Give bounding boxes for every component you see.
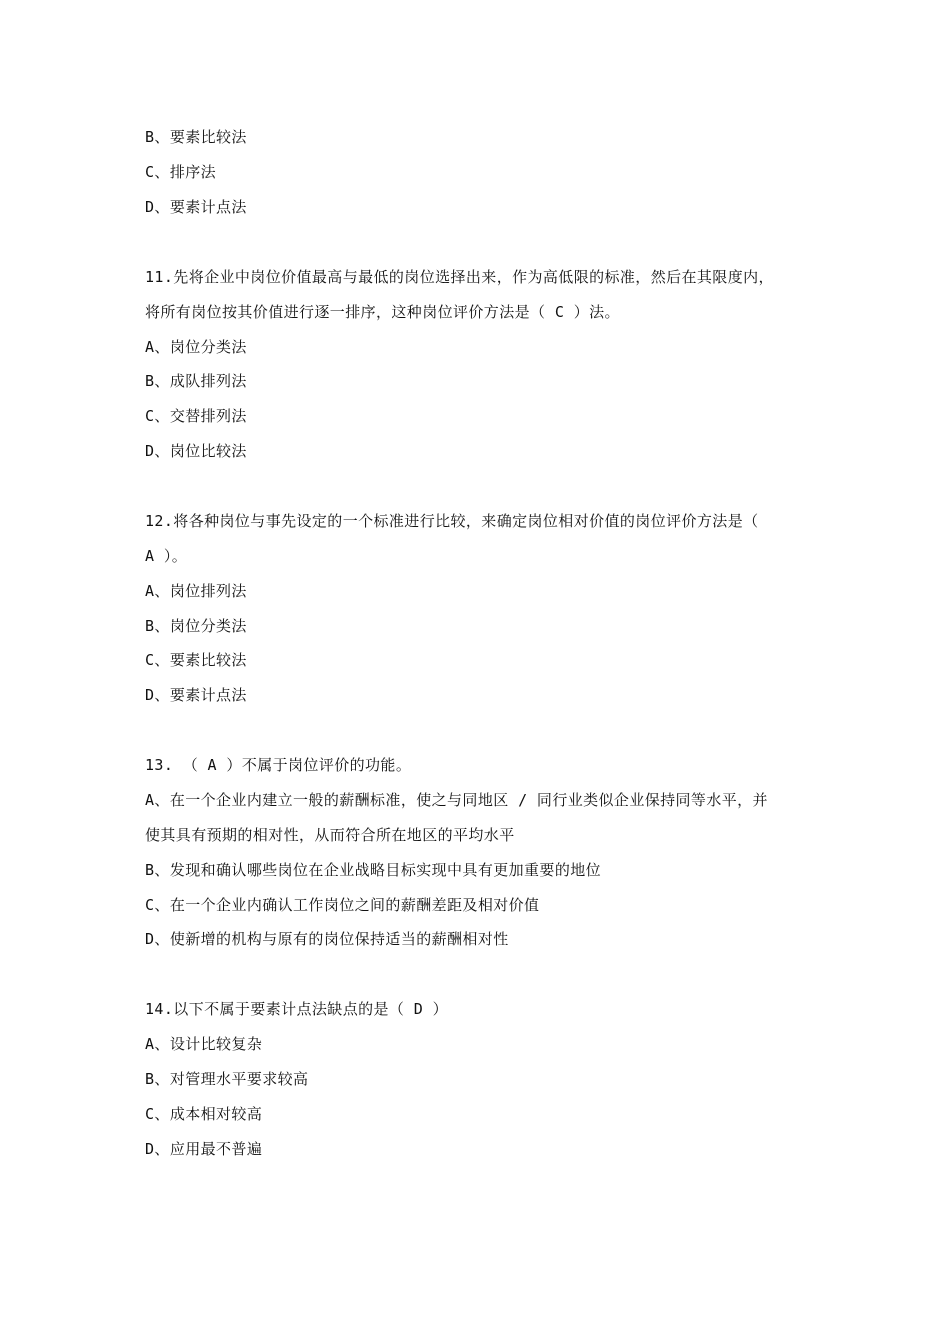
q13-option-d: D、使新增的机构与原有的岗位保持适当的薪酬相对性 <box>145 930 509 948</box>
q11-option-d: D、岗位比较法 <box>145 442 247 460</box>
q12-option-d: D、要素计点法 <box>145 686 247 704</box>
q12-option-a: A、岗位排列法 <box>145 582 247 600</box>
q14-option-b: B、对管理水平要求较高 <box>145 1070 309 1088</box>
q11-option-a: A、岗位分类法 <box>145 338 247 356</box>
q13-option-b: B、发现和确认哪些岗位在企业战略目标实现中具有更加重要的地位 <box>145 861 602 879</box>
q12-option-c: C、要素比较法 <box>145 651 247 669</box>
q10-option-d: D、要素计点法 <box>145 198 247 216</box>
q12-stem-line-2: A ）。 <box>145 547 188 565</box>
q14-option-a: A、设计比较复杂 <box>145 1035 263 1053</box>
q10-option-b: B、要素比较法 <box>145 128 247 146</box>
q13-option-c: C、在一个企业内确认工作岗位之间的薪酬差距及相对价值 <box>145 896 540 914</box>
q10-option-c: C、排序法 <box>145 163 217 181</box>
q13-option-a-line-1: A、在一个企业内建立一般的薪酬标准，使之与同地区 / 同行业类似企业保持同等水平，并 <box>145 791 768 809</box>
q11-option-b: B、成队排列法 <box>145 372 247 390</box>
q11-stem-line-1: 11.先将企业中岗位价值最高与最低的岗位选择出来，作为高低限的标准，然后在其限度内， <box>145 268 774 286</box>
q13-stem: 13. （ A ）不属于岗位评价的功能。 <box>145 756 412 774</box>
q12-stem-line-1: 12.将各种岗位与事先设定的一个标准进行比较，来确定岗位相对价值的岗位评价方法是（ <box>145 512 759 530</box>
q14-stem: 14.以下不属于要素计点法缺点的是（ D ） <box>145 1000 448 1018</box>
q14-option-d: D、应用最不普遍 <box>145 1140 263 1158</box>
q11-option-c: C、交替排列法 <box>145 407 247 425</box>
q14-option-c: C、成本相对较高 <box>145 1105 263 1123</box>
q11-stem-line-2: 将所有岗位按其价值进行逐一排序，这种岗位评价方法是（ C ）法。 <box>145 303 620 321</box>
q13-option-a-line-2: 使其具有预期的相对性，从而符合所在地区的平均水平 <box>145 826 515 844</box>
q12-option-b: B、岗位分类法 <box>145 617 247 635</box>
